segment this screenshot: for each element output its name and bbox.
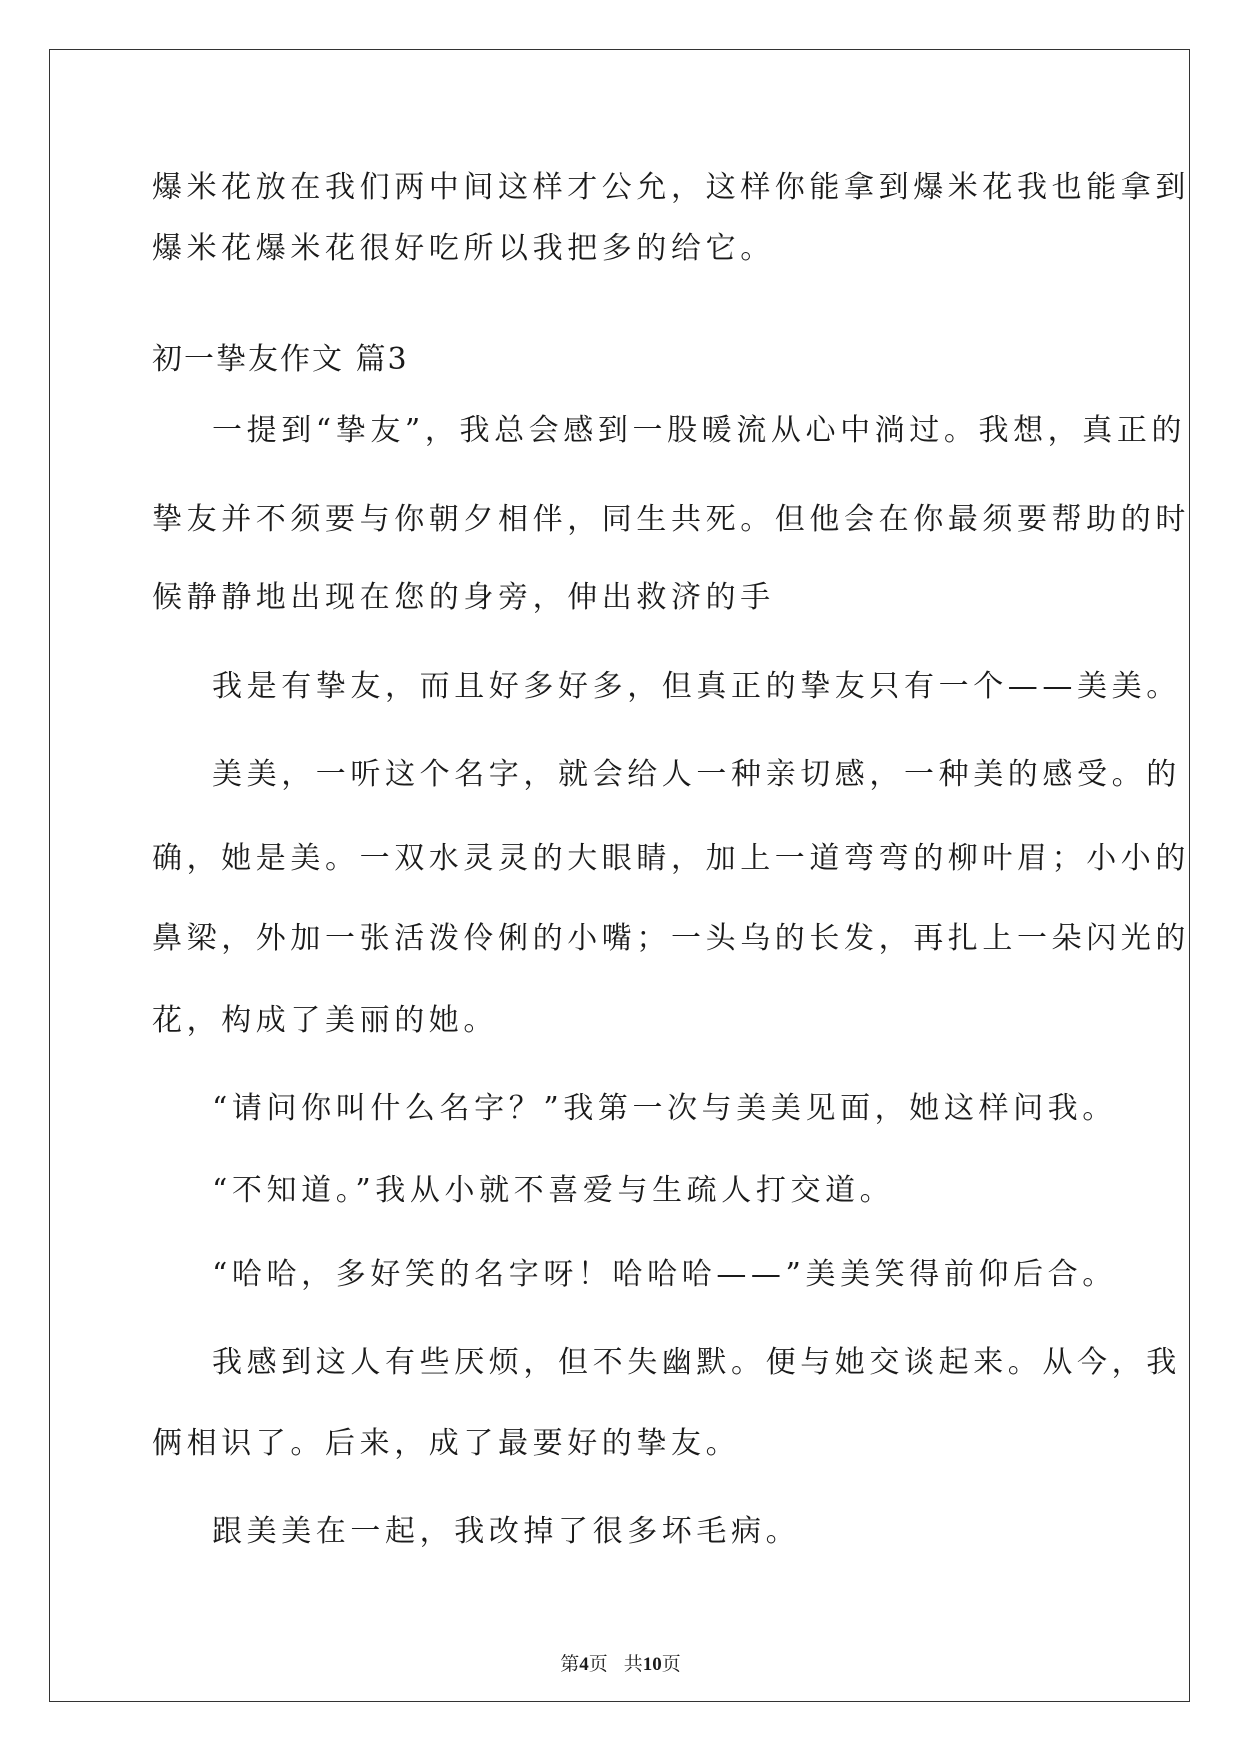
text-line: 俩相识了。后来，成了最要好的挚友。 — [152, 1426, 741, 1461]
paragraph-line: 一提到“挚友”，我总会感到一股暖流从心中淌过。我想，真正的 — [212, 413, 1187, 448]
text-line: 确，她是美。一双水灵灵的大眼睛，加上一道弯弯的柳叶眉；小小的 — [152, 841, 1190, 876]
section-heading: 初一挚友作文 篇3 — [152, 342, 409, 377]
page-number-current: 4 — [579, 1654, 589, 1675]
paragraph-line: 我是有挚友，而且好多好多，但真正的挚友只有一个——美美。 — [212, 669, 1181, 704]
paragraph-line: 美美，一听这个名字，就会给人一种亲切感，一种美的感受。的 — [212, 757, 1181, 792]
paragraph-line: 跟美美在一起，我改掉了很多坏毛病。 — [212, 1514, 801, 1549]
page-footer — [0, 1653, 1241, 1677]
page-total-suffix: 页 — [661, 1654, 681, 1675]
paragraph-line: “哈哈，多好笑的名字呀！哈哈哈——”美美笑得前仰后合。 — [212, 1257, 1117, 1292]
paragraph-line: “请问你叫什么名字？”我第一次与美美见面，她这样问我。 — [212, 1091, 1117, 1126]
paragraph-line: “不知道。”我从小就不喜爱与生疏人打交道。 — [212, 1173, 895, 1208]
paragraph-line: 我感到这人有些厌烦，但不失幽默。便与她交谈起来。从今，我 — [212, 1345, 1181, 1380]
page-total: 10 — [642, 1654, 662, 1675]
text-line: 挚友并不须要与你朝夕相伴，同生共死。但他会在你最须要帮助的时 — [152, 502, 1190, 537]
page-number-suffix: 页 — [588, 1654, 608, 1675]
text-line: 爆米花放在我们两中间这样才公允，这样你能拿到爆米花我也能拿到 — [152, 170, 1190, 205]
text-line: 鼻梁，外加一张活泼伶俐的小嘴；一头乌的长发，再扎上一朵闪光的 — [152, 921, 1190, 956]
page-total-prefix: 共 — [623, 1654, 643, 1675]
text-line: 候静静地出现在您的身旁，伸出救济的手 — [152, 580, 775, 615]
text-line: 花，构成了美丽的她。 — [152, 1003, 498, 1038]
text-line: 爆米花爆米花很好吃所以我把多的给它。 — [152, 231, 775, 266]
page-number-prefix: 第 — [560, 1654, 580, 1675]
